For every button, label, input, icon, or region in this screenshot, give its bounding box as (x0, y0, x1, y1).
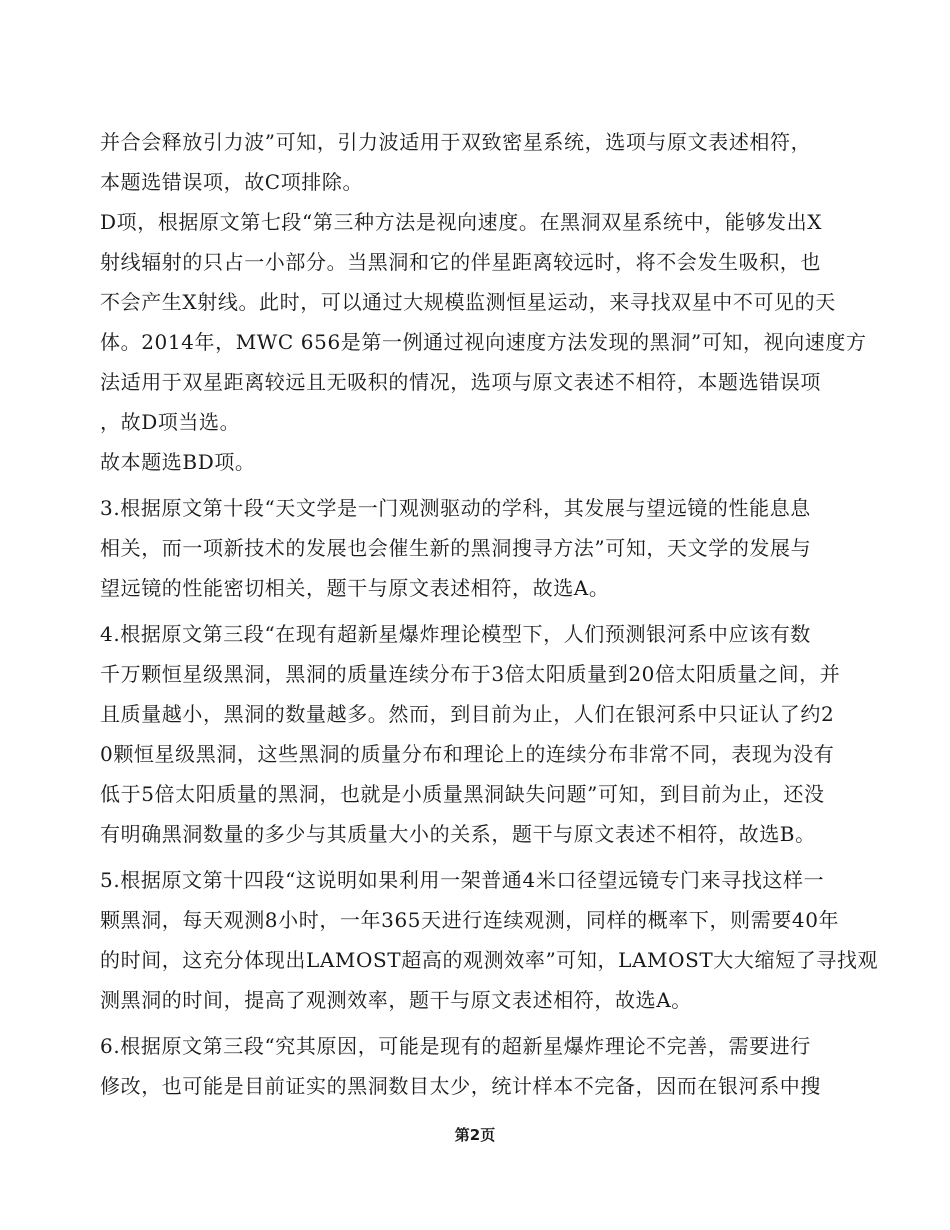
text-line: ，故D项当选。 (100, 410, 241, 434)
text-line: 有明确黑洞数量的多少与其质量大小的关系，题干与原文表述不相符，故选B。 (100, 822, 816, 846)
text-line: 且质量越小，黑洞的数量越多。然而，到目前为止，人们在银河系中只证认了约2 (100, 702, 835, 726)
text-line: 4.根据原文第三段“在现有超新星爆炸理论模型下，人们预测银河系中应该有数 (100, 622, 811, 646)
text-line: 体。2014年，MWC 656是第一例通过视向速度方法发现的黑洞”可知，视向速度方 (100, 330, 867, 354)
paragraph-question-5 (100, 860, 879, 1020)
text-line: 3.根据原文第十段“天文学是一门观测驱动的学科，其发展与望远镜的性能息息 (100, 496, 811, 520)
text-line: 测黑洞的时间，提高了观测效率，题干与原文表述相符，故选A。 (100, 988, 692, 1012)
text-line: 低于5倍太阳质量的黑洞，也就是小质量黑洞缺失问题”可知，到目前为止，还没 (100, 782, 825, 806)
text-line: 6.根据原文第三段“究其原因，可能是现有的超新星爆炸理论不完善，需要进行 (100, 1034, 811, 1058)
text-line: 法适用于双星距离较远且无吸积的情况，选项与原文表述不相符，本题选错误项 (100, 370, 821, 394)
text-line: 并合会释放引力波”可知，引力波适用于双致密星系统，选项与原文表述相符， (100, 130, 812, 154)
text-line: 千万颗恒星级黑洞，黑洞的质量连续分布于3倍太阳质量到20倍太阳质量之间，并 (100, 662, 841, 686)
paragraph-c-option-conclusion (100, 122, 865, 202)
page-number: 第2页 (454, 1126, 496, 1144)
text-line: D项，根据原文第七段“第三种方法是视向速度。在黑洞双星系统中，能够发出X (100, 210, 823, 234)
text-line: 故本题选BD项。 (100, 450, 256, 474)
answer-explanation-body (100, 122, 879, 1106)
text-line: 5.根据原文第十四段“这说明如果利用一架普通4米口径望远镜专门来寻找这样一 (100, 868, 825, 892)
paragraph-d-option-analysis (100, 202, 865, 442)
paragraph-question-3 (100, 488, 865, 608)
text-line: 修改，也可能是目前证实的黑洞数目太少，统计样本不完备，因而在银河系中搜 (100, 1074, 821, 1098)
text-line: 0颗恒星级黑洞，这些黑洞的质量分布和理论上的连续分布非常不同，表现为没有 (100, 742, 835, 766)
text-line: 相关，而一项新技术的发展也会催生新的黑洞搜寻方法”可知，天文学的发展与 (100, 536, 812, 560)
text-line: 望远镜的性能密切相关，题干与原文表述相符，故选A。 (100, 576, 610, 600)
paragraph-question-2-answer (100, 442, 865, 482)
paragraph-question-6 (100, 1026, 865, 1106)
text-line: 不会产生X射线。此时，可以通过大规模监测恒星运动，来寻找双星中不可见的天 (100, 290, 836, 314)
text-line: 射线辐射的只占一小部分。当黑洞和它的伴星距离较远时，将不会发生吸积，也 (100, 250, 821, 274)
text-line: 颗黑洞，每天观测8小时，一年365天进行连续观测，同样的概率下，则需要40年 (100, 908, 840, 932)
text-line: 的时间，这充分体现出LAMOST超高的观测效率”可知，LAMOST大大缩短了寻找观 (100, 948, 879, 972)
paragraph-question-4 (100, 614, 865, 854)
text-line: 本题选错误项，故C项排除。 (100, 170, 364, 194)
